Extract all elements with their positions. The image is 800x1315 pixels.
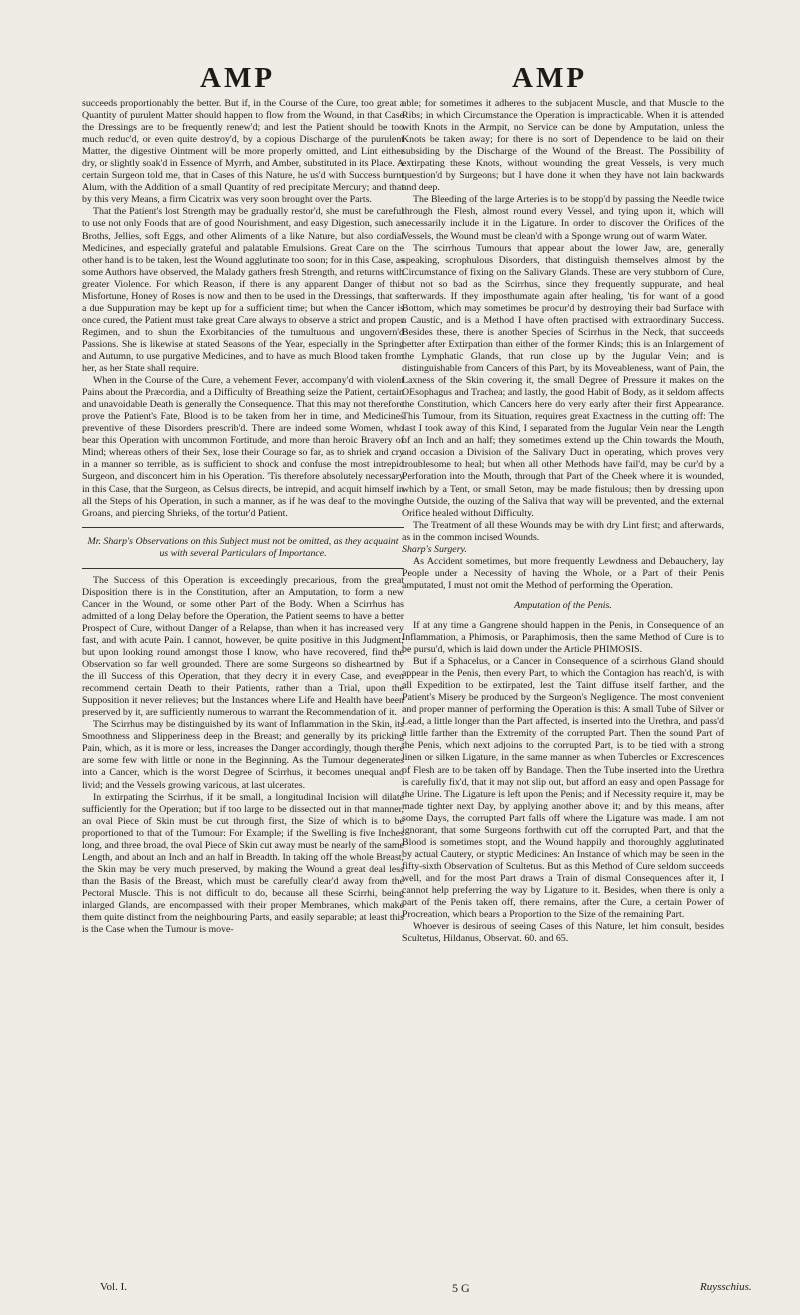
signature-mark: 5 G [452,1281,470,1295]
section-rule [82,527,404,528]
catchword: Ruysschius. [700,1281,752,1293]
running-head-right: AMP [512,62,588,94]
paragraph: That the Patient's lost Strength may be gradually restor'd, she must be careful to use not only Foods that are of good Nourishment, and easy Digestion, such as Broths, Jellies, soft Eggs, and other Aliments of a like Nature, but also cordial Medicines, and especially grateful and palatable Emulsions. Great Care on the other hand is to be taken, lest the Wound agglutinate too soon; for in this Case, as some Authors have observed, the Malady gathers fresh Strength, and returns with greater Violence. For which Reason, if there is any apparent Danger of this Misfortune, Honey of Roses is now and then to be used in the Dressings, that so a due Suppuration may be kept up for a sufficient time; but when the Cancer is once cured, the Patient must take great Care always to observe a strict and proper Regimen, and to shun the Exorbitancies of the tumultuous and ungovern'd Passions. She is likewise at stated Seasons of the Year, especially in the Spring and Autumn, to use purgative Medicines, and to have as much Blood taken from her, as her State shall require. [82,206,404,375]
paragraph: able; for sometimes it adheres to the subjacent Muscle, and that Muscle to the Ribs; in which Circumstance the Operation is impracticable. When it is attended with Knots in the Armpit, no Service can be done by Amputation, unless the Knots be taken away; for there is no sort of Dependence to be laid on their subsiding by the Discharge of the Wound of the Breast. The Possibility of extirpating these Knots, without wounding the great Vessels, is very much question'd by Surgeons; but I have done it when they have not lain backwards and deep. [402,98,724,194]
volume-number: Vol. I. [100,1281,127,1293]
source-reference: Sharp's Surgery. [402,543,467,555]
paragraph: The Treatment of all these Wounds may be with dry Lint first; and afterwards, as in the common incised Wounds. [402,519,724,543]
paragraph: The Success of this Operation is exceedingly precarious, from the great Disposition there is in the Constitution, after an Amputation, to form a new Cancer in the Wound, or some other Part of the Body. When a Scirrhus has admitted of a long Delay before the Operation, the Patient seems to have a better Prospect of Cure, without Danger of a Relapse, than when it has increased very fast, and with acute Pain. I cannot, however, be quite positive in this Judgment; but upon looking round amongst those I know, who have recovered, find the Observation so far well grounded. There are some Surgeons so disheartned by the ill Success of this Operation, that they decry it in every Case, and even recommend certain Death to their Patients, rather than a Trial, upon the Supposition it never relieves; but the Instances where Life and Health have been preserved by it, are sufficiently numerous to warrant the Recommendation of it. [82,574,404,719]
section-rule [82,568,404,569]
paragraph: If at any time a Gangrene should happen in the Penis, in Consequence of an Inflammation, a Phimosis, or Paraphimosis, then the same Method of Cure is to be pursu'd, which is laid down under the Article PHIMOSIS. [402,619,724,656]
paragraph: The Bleeding of the large Arteries is to be stopp'd by passing the Needle twice through the Flesh, almost round every Vessel, and tying upon it, which will necessarily include it in the Ligature. In order to discover the Orifices of the Vessels, the Wound must be clean'd with a Sponge wrung out of warm Water. [402,194,724,242]
section-subheading: Mr. Sharp's Observations on this Subject must not be omitted, as they acquaint us with several Particulars of Importance. [87,535,399,559]
running-head-left: AMP [200,62,276,94]
paragraph: Whoever is desirous of seeing Cases of this Nature, let him consult, besides Scultetus, Hildanus, Observat. 60. and 65. [402,921,724,945]
right-column [402,98,724,945]
paragraph: When in the Course of the Cure, a vehement Fever, accompany'd with violent Pains about the Præcordia, and a Difficulty of Breathing seize the Patient, certain and unavoidable Death is generally the Consequence. That this may not therefore prove the Patient's Fate, Blood is to be taken from her in time, and Medicines preventive of these Disorders prescrib'd. There are indeed some Women, who bear this Operation with uncommon Fortitude, and more than heroic Bravery of Mind; whereas others of their Sex, lose their Courage so far, as to shriek and cry in a manner so terrible, as is sufficient to shock and confuse the most intrepid Surgeon, and disconcert him in his Operation. 'Tis therefore absolutely necessary in this Case, that the Surgeon, as Celsus directs, be intrepid, and acquit himself in all the Steps of his Operation, in such a manner, as if he was deaf to the moving Groans, and piercing Shrieks, of the tortur'd Patient. [82,375,404,519]
paragraph: In extirpating the Scirrhus, if it be small, a longitudinal Incision will dilate sufficiently for the Operation; but if too large to be dissected out in that manner, an oval Piece of Skin must be cut through first, the Size of which is to be proportioned to that of the Tumour: For Example; if the Swelling is five Inches long, and three broad, the oval Piece of Skin cut away must be nearly of the same Length, and about an Inch and an half in Breadth. In taking off the whole Breast, the Skin may be very much preserved, by making the Wound a great deal less than the Basis of the Breast, which must be carefully clear'd away from the Pectoral Muscle. This is not difficult to do, because all these Scirrhi, being inlarged Glands, are encompassed with their proper Membranes, which make them quite distinct from the neighbouring Parts, and easily separable; at least this is the Case when the Tumour is move- [82,791,404,936]
paragraph: As Accident sometimes, but more frequently Lewdness and Debauchery, lay People under a Necessity of having the Whole, or a Part of their Penis amputated, I must not omit the Method of performing the Operation. [402,555,724,591]
left-column [82,98,404,936]
paragraph: succeeds proportionably the better. But if, in the Course of the Cure, too great a Quantity of purulent Matter should happen to flow from the Wound, in that Case the Dressings are to be frequently renew'd; and lest the Patient should be too much reduc'd, or even quite destroy'd, by a copious Discharge of the purulent Matter, the digestive Ointment will be more properly omitted, and Lint either dry, or slightly soak'd in Essence of Myrrh, and Amber, substituted in its Place. A certain Surgeon told me, that in Cases of this Nature, he us'd with Success burnt Alum, with the Addition of a small Quantity of red precipitate Mercury; and that by this very Means, a firm Cicatrix was very soon brought over the Parts. [82,98,404,206]
section-subheading: Amputation of the Penis. [514,599,612,611]
paragraph: But if a Sphacelus, or a Cancer in Consequence of a scirrhous Gland should appear in the Penis, then every Part, to which the Contagion has reach'd, is with all Expedition to be extirpated, lest the Taint diffuse itself farther, and the Patient's Misery be produced by the Surgeon's Negligence. The most convenient and proper manner of performing the Operation is this: A small Tube of Silver or Lead, a little longer than the Part affected, is inserted into the Urethra, and pass'd a little farther than the Extremity of the corrupted Part. Then the sound Part of the Penis, which next adjoins to the corrupted Part, is to be tied with a strong linen or silken Ligature, in the same manner as when Tubercles or Excrescences of Flesh are to be taken off by Bandage. Then the Tube inserted into the Urethra is carefully fix'd, that it may not slip out, but afford an easy and open Passage for the Urine. The Ligature is left upon the Penis; and if Necessity require it, may be made tighter next Day, by applying another above it; and by this means, after some Days, the corrupted Part falls off where the Ligature was made. I am not ignorant, that some Surgeons forthwith cut off the corrupted Part, and that the Blood is sometimes stopt, and the Wound happily and thoroughly agglutinated by actual Cautery, or styptic Medicines: An Instance of which may be seen in the fifty-sixth Observation of Scultetus. But as this Method of Cure seldom succeeds well, and for the most Part draws a Train of dismal Consequences after it, I cannot help preferring the way by Ligature to it. Besides, when there is only a part of the Penis taken off, there remains, after the Cure, a certain Power of Procreation, which bears a Proportion to the Size of the remaining Part. [402,656,724,921]
paragraph: The Scirrhus may be distinguished by its want of Inflammation in the Skin, its Smoothness and Slipperiness deep in the Breast; and generally by its pricking Pain, which, as it is more or less, increases the Danger accordingly, though there are some few with little or none in the Beginning. As the Tumour degenerates into a Cancer, which is the worst Degree of Scirrhus, it becomes unequal and livid; and the Vessels growing varicous, at last ulcerates. [82,719,404,791]
paragraph: The scirrhous Tumours that appear about the lower Jaw, are, generally speaking, scrophulous Disorders, that distinguish themselves almost by the Circumstance of fixing on the Salivary Glands. These are very stubborn of Cure, but not so bad as the Scirrhus, since they frequently suppurate, and heal afterwards. If they imposthumate again after healing, 'tis for want of a good Bottom, which may sometimes be procur'd by destroying their bad Surface with a Caustic, and is a Method I have often practised with extraordinary Success. Besides these, there is another Species of Scirrhus in the Neck, that succeeds better after Extirpation than either of the former Kinds; this is an Inlargement of the Lymphatic Glands, that run close up by the Jugular Vein; and is distinguishable from Cancers of this Part, by its Moveableness, want of Pain, the Laxness of the Skin covering it, the small Degree of Pressure it makes on the OEsophagus and Trachea; and lastly, the good Habit of Body, as it seldom affects the Constitution, which Cancers here do very early after their first Appearance. This Tumour, from its Situation, requires great Exactness in the cutting off: The last I took away of this Kind, I separated from the Jugular Vein near the Length of an Inch and an half; they sometimes extend up the Chin towards the Mouth, and occasion a Division of the Salivary Duct in operating, which proves very troublesome to heal; but when all other Methods have fail'd, may be cur'd by a Perforation into the Mouth, through that Part of the Cheek where it is wounded, which by a Tent, or small Seton, may be made fistulous; then by dressing upon the Outside, the ouzing of the Saliva that way will be prevented, and the external Orifice healed without Difficulty. [402,242,724,519]
